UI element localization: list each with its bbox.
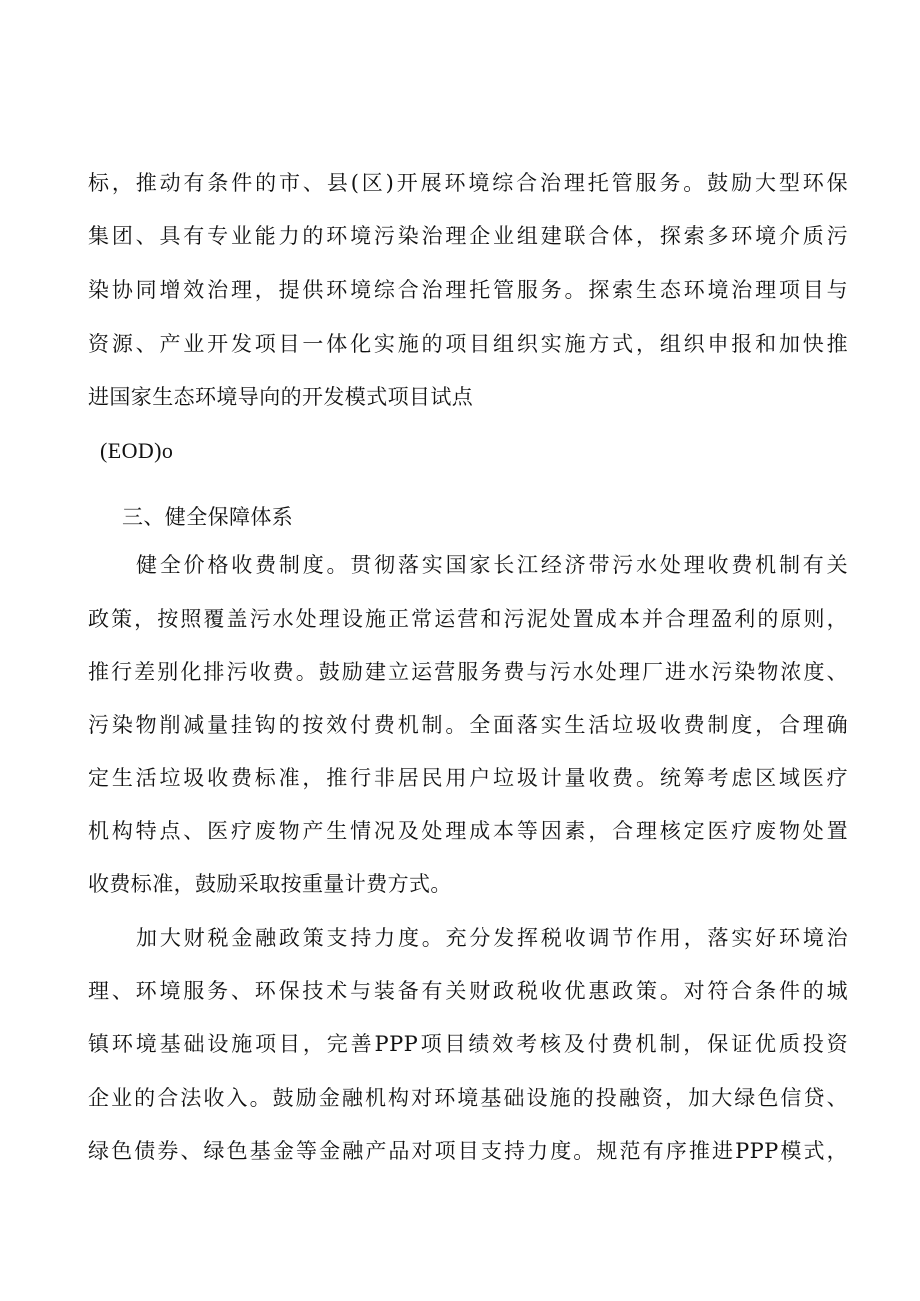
text-line: 企业的合法收入。鼓励金融机构对环境基础设施的投融资，加大绿色信贷、 xyxy=(88,1086,848,1110)
section-heading: 三、健全保障体系 xyxy=(122,505,294,529)
text-line: 染协同增效治理，提供环境综合治理托管服务。探索生态环境治理项目与 xyxy=(88,278,848,302)
text-line: 进国家生态环境导向的开发模式项目试点 xyxy=(88,385,474,409)
text-line: 定生活垃圾收费标准，推行非居民用户垃圾计量收费。统筹考虑区域医疗 xyxy=(88,766,848,790)
text-line: 污染物削减量挂钩的按效付费机制。全面落实生活垃圾收费制度，合理确 xyxy=(88,713,848,737)
text-line: 健全价格收费制度。贯彻落实国家长江经济带污水处理收费机制有关 xyxy=(136,553,848,577)
text-line: 资源、产业开发项目一体化实施的项目组织实施方式，组织申报和加快推 xyxy=(88,332,848,356)
text-line: 理、环境服务、环保技术与装备有关财政税收优惠政策。对符合条件的城 xyxy=(88,979,848,1003)
text-line: (EOD)o xyxy=(100,438,174,463)
text-line: 推行差别化排污收费。鼓励建立运营服务费与污水处理厂进水污染物浓度、 xyxy=(88,660,848,684)
text-line: 政策，按照覆盖污水处理设施正常运营和污泥处置成本并合理盈利的原则， xyxy=(88,607,848,631)
text-line: 收费标准，鼓励采取按重量计费方式。 xyxy=(88,872,452,896)
text-line: 镇环境基础设施项目，完善PPP项目绩效考核及付费机制，保证优质投资 xyxy=(88,1032,848,1056)
text-line: 集团、具有专业能力的环境污染治理企业组建联合体，探索多环境介质污 xyxy=(88,224,848,248)
text-line: 绿色债券、绿色基金等金融产品对项目支持力度。规范有序推进PPP模式， xyxy=(88,1139,848,1163)
text-line: 标，推动有条件的市、县(区)开展环境综合治理托管服务。鼓励大型环保 xyxy=(88,171,848,195)
text-line: 机构特点、医疗废物产生情况及处理成本等因素，合理核定医疗废物处置 xyxy=(88,819,848,843)
text-line: 加大财税金融政策支持力度。充分发挥税收调节作用，落实好环境治 xyxy=(136,926,848,950)
